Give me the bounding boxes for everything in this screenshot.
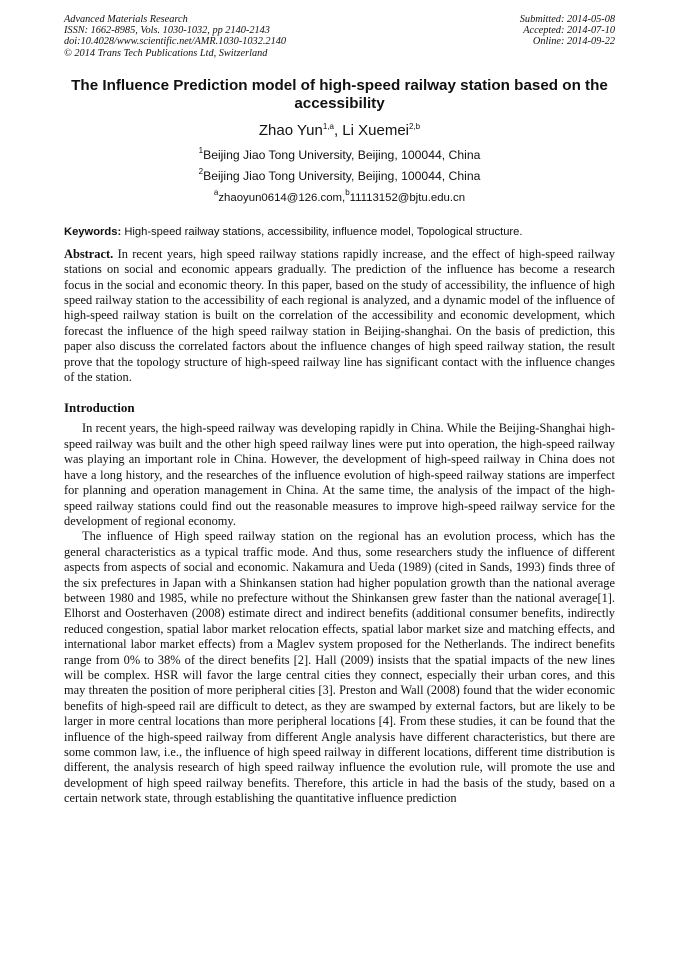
email-b[interactable]: 11113152@bjtu.edu.cn [349, 191, 466, 204]
author-emails [64, 187, 615, 205]
submitted-date: Submitted: 2014-05-08 [519, 14, 615, 25]
affiliation-2 [64, 166, 615, 183]
abstract [64, 247, 615, 386]
author-sup: 2,b [409, 121, 421, 131]
journal-name: Advanced Materials Research [64, 14, 188, 25]
abstract-text: In recent years, high speed railway stations rapidly increase, and the effect of high-speed railway stations on social and economic appears gradually. The prediction of the influence has become a research focus in the social and economic theory. In this paper, based on the study of accessibility, the influence of high speed railway station to the accessibility of each regional is analyzed, and a dynamic model of the influence of high-speed railway station is built on the correlation of the accessibility and economic development, which forecast the influence of the high speed railway station in Beijing-shanghai. On the basis of prediction, this paper also discuss the correlated factors about the influence changes of high speed railway station, the result prove that the topology structure of high-speed railway line has significant contact with the influence changes of the station. [64, 246, 615, 385]
author-sup: 1,a [322, 121, 334, 131]
affiliation-text: Beijing Jiao Tong University, Beijing, 100044, China [203, 147, 481, 162]
accepted-date: Accepted: 2014-07-10 [523, 25, 615, 37]
keywords-text: High-speed railway stations, accessibility, influence model, Topological structure. [124, 225, 523, 238]
paper-page [64, 14, 615, 807]
journal-info [64, 14, 286, 59]
online-date: Online: 2014-09-22 [532, 36, 615, 48]
author-name: Zhao Yun [258, 121, 323, 139]
intro-paragraph-2: The influence of High speed railway station on the regional has an evolution process, which has the general characteristics as a typical traffic mode. And thus, some researchers study the influence of different aspects from aspects of social and economic. Nakamura and Ueda (1989) (cited in Sands, 1993) finds three of the six prefectures in Japan with a Shinkansen station had higher population growth than the national average between 1980 and 1985, while no prefecture without the Shinkansen grew faster than the national average[1]. Elhorst and Oosterhaven (2008) estimate direct and indirect benefits (additional consumer benefits, indirectly reduced congestion, spatial labor market relocation effects, spatial labor market size and matching effects, and international labor market effects) from a Maglev system proposed for the Netherlands. The indirect benefits range from 0% to 38% of the direct benefits [2]. Hall (2009) insists that the spatial impacts of the new lines will be complex. HSR will favor the large central cities they connect, especially their urban cores, and this may threaten the position of more peripheral cities [3]. Preston and Wall (2008) found that the wider economic benefits of high-speed rail are difficult to detect, as they are swamped by external factors, but are likely to be larger in more central locations than more peripheral locations [4]. From these studies, it can be found that the influence of the high-speed railway from different Angle analysis have different characteristics, but there are some common law, i.e., the influence of high speed railway in different locations, different time distribution is different, the analysis research of high speed railway influence the evolution rule, will promote the use and development of high speed railway benefits. Therefore, this article in had the basis of the study, based on a certain network state, through establishing the quantitative influence prediction [64, 529, 615, 806]
affiliation-1 [64, 145, 615, 162]
keywords [64, 226, 615, 239]
affiliation-sup: 1 [198, 145, 204, 155]
publication-header [64, 14, 615, 59]
author-name: Li Xuemei [342, 121, 409, 139]
author-list: Zhao Yun$^{1,a}$, Li Xuemei$^{2,b}$ [258, 121, 421, 139]
affiliation-text: Beijing Jiao Tong University, Beijing, 100044, China [203, 168, 481, 183]
email-a[interactable]: zhaoyun0614@126.com, [218, 191, 346, 204]
keywords-label: Keywords: [64, 225, 122, 238]
issn-line: ISSN: 1662-8985, Vols. 1030-1032, pp 2140-2143 [64, 25, 270, 37]
copyright-line: © 2014 Trans Tech Publications Ltd, Switzerland [64, 47, 268, 59]
email-sup: a [213, 187, 219, 197]
doi-line[interactable]: doi:10.4028/www.scientific.net/AMR.1030-1032.2140 [64, 36, 287, 48]
abstract-label: Abstract. [64, 246, 114, 261]
section-heading-introduction: Introduction [64, 400, 135, 416]
dates-info [520, 14, 615, 59]
email-sup: b [345, 187, 350, 197]
paper-title: The Influence Prediction model of high-speed railway station based on the accessibility [71, 76, 608, 112]
intro-paragraph-1: In recent years, the high-speed railway was developing rapidly in China. While the Beijing-Shanghai high-speed railway was built and the other high speed railway lines were put into operation, the high-speed railway was playing an important role in China. However, the development of high-speed railway in China does not have a long history, and the researches of the influence evolution of high-speed railway stations are imperfect for planning and operation management in China. At the same time, the analysis of the impact of the high-speed railway stations could find out the reasonable measures to improve high-speed railway service for the development of regional economy. [64, 421, 615, 528]
affiliation-sup: 2 [198, 166, 204, 176]
